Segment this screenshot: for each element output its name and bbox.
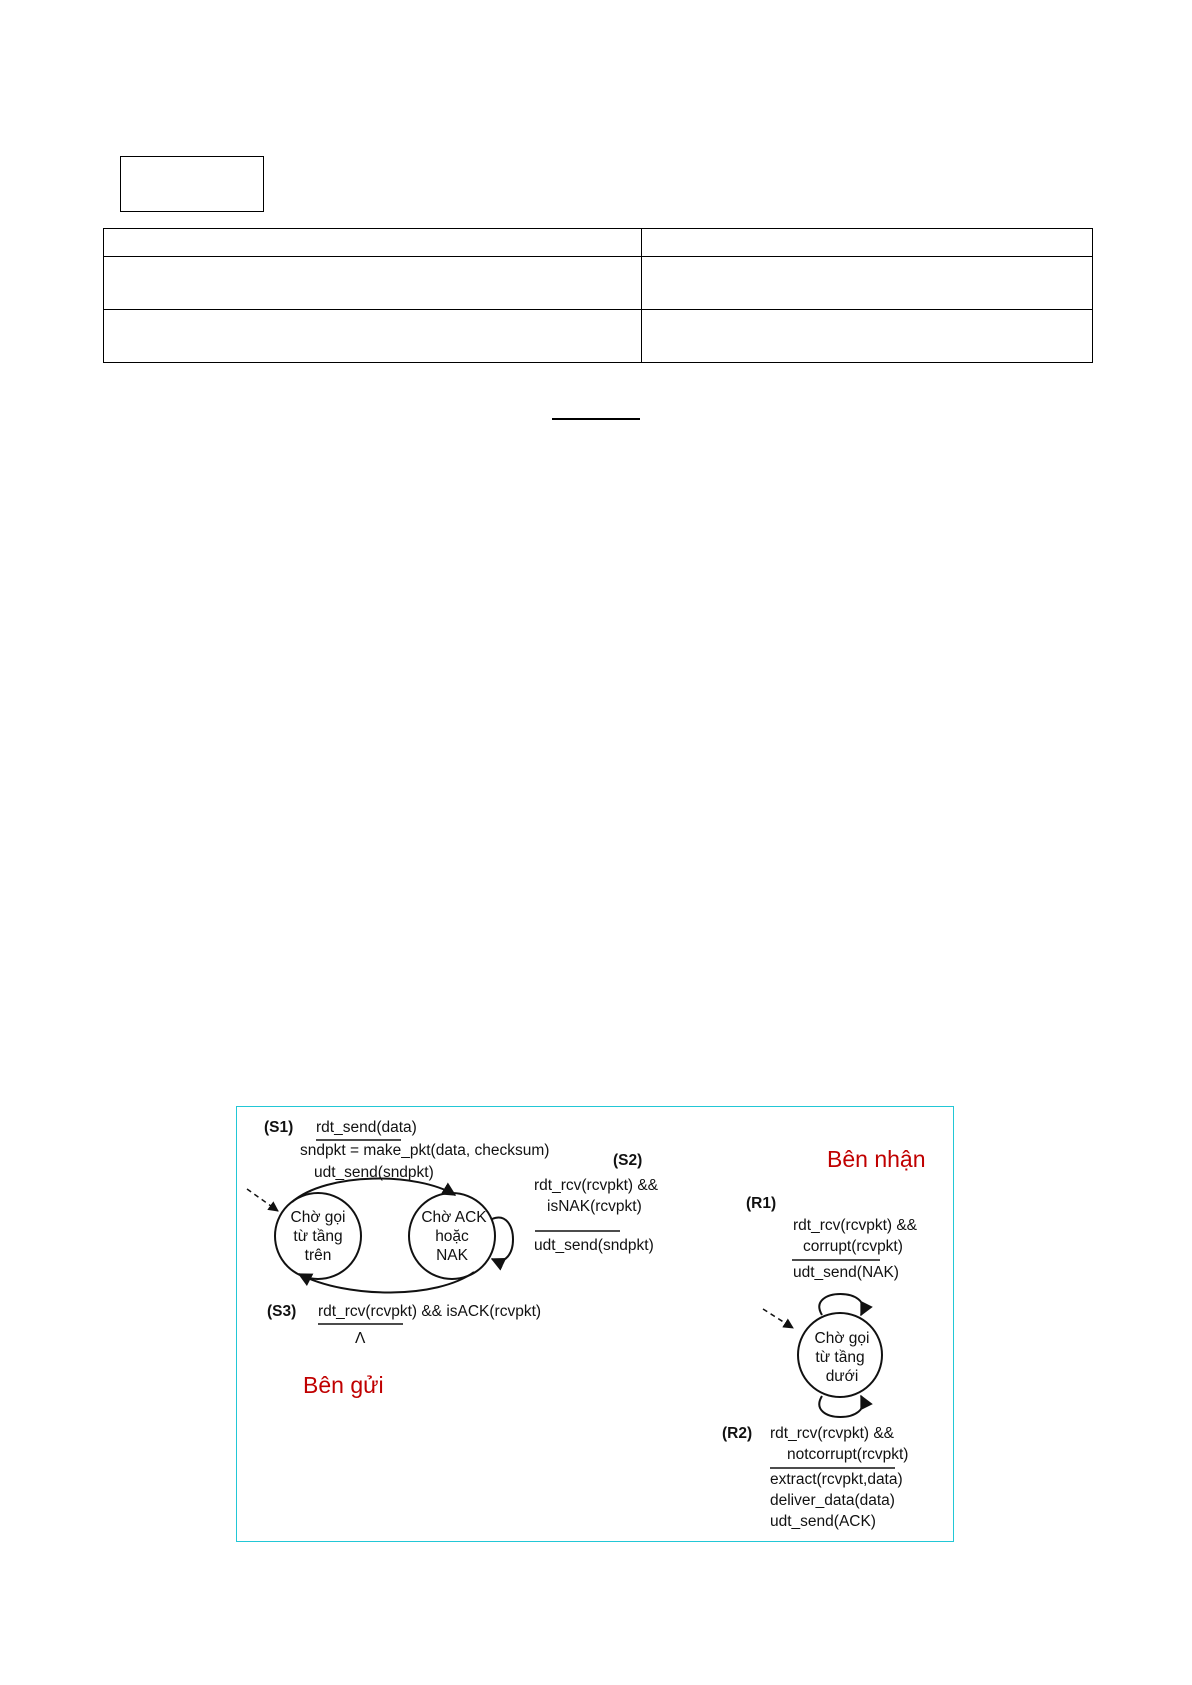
r1-event-1: rdt_rcv(rcvpkt) &&	[793, 1217, 918, 1234]
r2-self-loop	[819, 1396, 863, 1417]
r1-event-2: corrupt(rcvpkt)	[803, 1238, 903, 1255]
sender-side-label: Bên gửi	[303, 1372, 384, 1398]
table-cell	[104, 310, 642, 363]
table-row	[104, 257, 1093, 310]
table-row	[104, 229, 1093, 257]
state-wait-ack-line-2: hoặc	[435, 1228, 469, 1245]
receiver-side-label: Bên nhận	[827, 1146, 926, 1172]
s1-event: rdt_send(data)	[316, 1119, 417, 1136]
state-wait-above-line-3: trên	[304, 1247, 332, 1264]
s3-event: rdt_rcv(rcvpkt) && isACK(rcvpkt)	[318, 1303, 542, 1320]
s3-tag: (S3)	[267, 1303, 297, 1320]
s2-action: udt_send(sndpkt)	[534, 1237, 654, 1254]
receiver-initial-arrow	[763, 1309, 793, 1328]
r2-event-1: rdt_rcv(rcvpkt) &&	[770, 1425, 895, 1442]
s2-event-2: isNAK(rcvpkt)	[547, 1198, 642, 1215]
header-box	[120, 156, 264, 212]
r2-action-1: extract(rcvpkt,data)	[770, 1471, 903, 1488]
state-wait-above-line-2: từ tầng	[293, 1228, 343, 1245]
table-cell	[642, 310, 1093, 363]
state-wait-above-line-1: Chờ gọi	[290, 1209, 346, 1226]
info-table	[103, 228, 1093, 363]
r2-action-3: udt_send(ACK)	[770, 1513, 876, 1530]
state-wait-below-line-3: dưới	[825, 1368, 859, 1385]
r2-tag: (R2)	[722, 1425, 753, 1442]
table-cell	[642, 257, 1093, 310]
state-wait-ack-line-3: NAK	[436, 1247, 468, 1264]
r1-action: udt_send(NAK)	[793, 1264, 899, 1281]
r1-tag: (R1)	[746, 1195, 777, 1212]
r1-self-loop	[819, 1294, 863, 1315]
s3-transition-arc	[299, 1272, 474, 1293]
r2-event-2: notcorrupt(rcvpkt)	[787, 1446, 909, 1463]
state-wait-below-line-1: Chờ gọi	[814, 1330, 870, 1347]
s2-tag: (S2)	[613, 1152, 643, 1169]
table-cell	[642, 229, 1093, 257]
heading-underline	[552, 418, 640, 420]
fsm-diagram	[237, 1107, 952, 1540]
s1-tag: (S1)	[264, 1119, 294, 1136]
s1-action-2: udt_send(sndpkt)	[314, 1164, 434, 1181]
state-wait-below-line-2: từ tầng	[815, 1349, 865, 1366]
fsm-figure	[236, 1106, 954, 1542]
s3-action: Λ	[355, 1330, 366, 1347]
table-cell	[104, 257, 642, 310]
table-cell	[104, 229, 642, 257]
s1-action-1: sndpkt = make_pkt(data, checksum)	[300, 1142, 550, 1159]
sender-initial-arrow	[247, 1189, 278, 1211]
s2-event-1: rdt_rcv(rcvpkt) &&	[534, 1177, 659, 1194]
state-wait-ack-line-1: Chờ ACK	[421, 1209, 487, 1226]
r2-action-2: deliver_data(data)	[770, 1492, 895, 1509]
table-row	[104, 310, 1093, 363]
